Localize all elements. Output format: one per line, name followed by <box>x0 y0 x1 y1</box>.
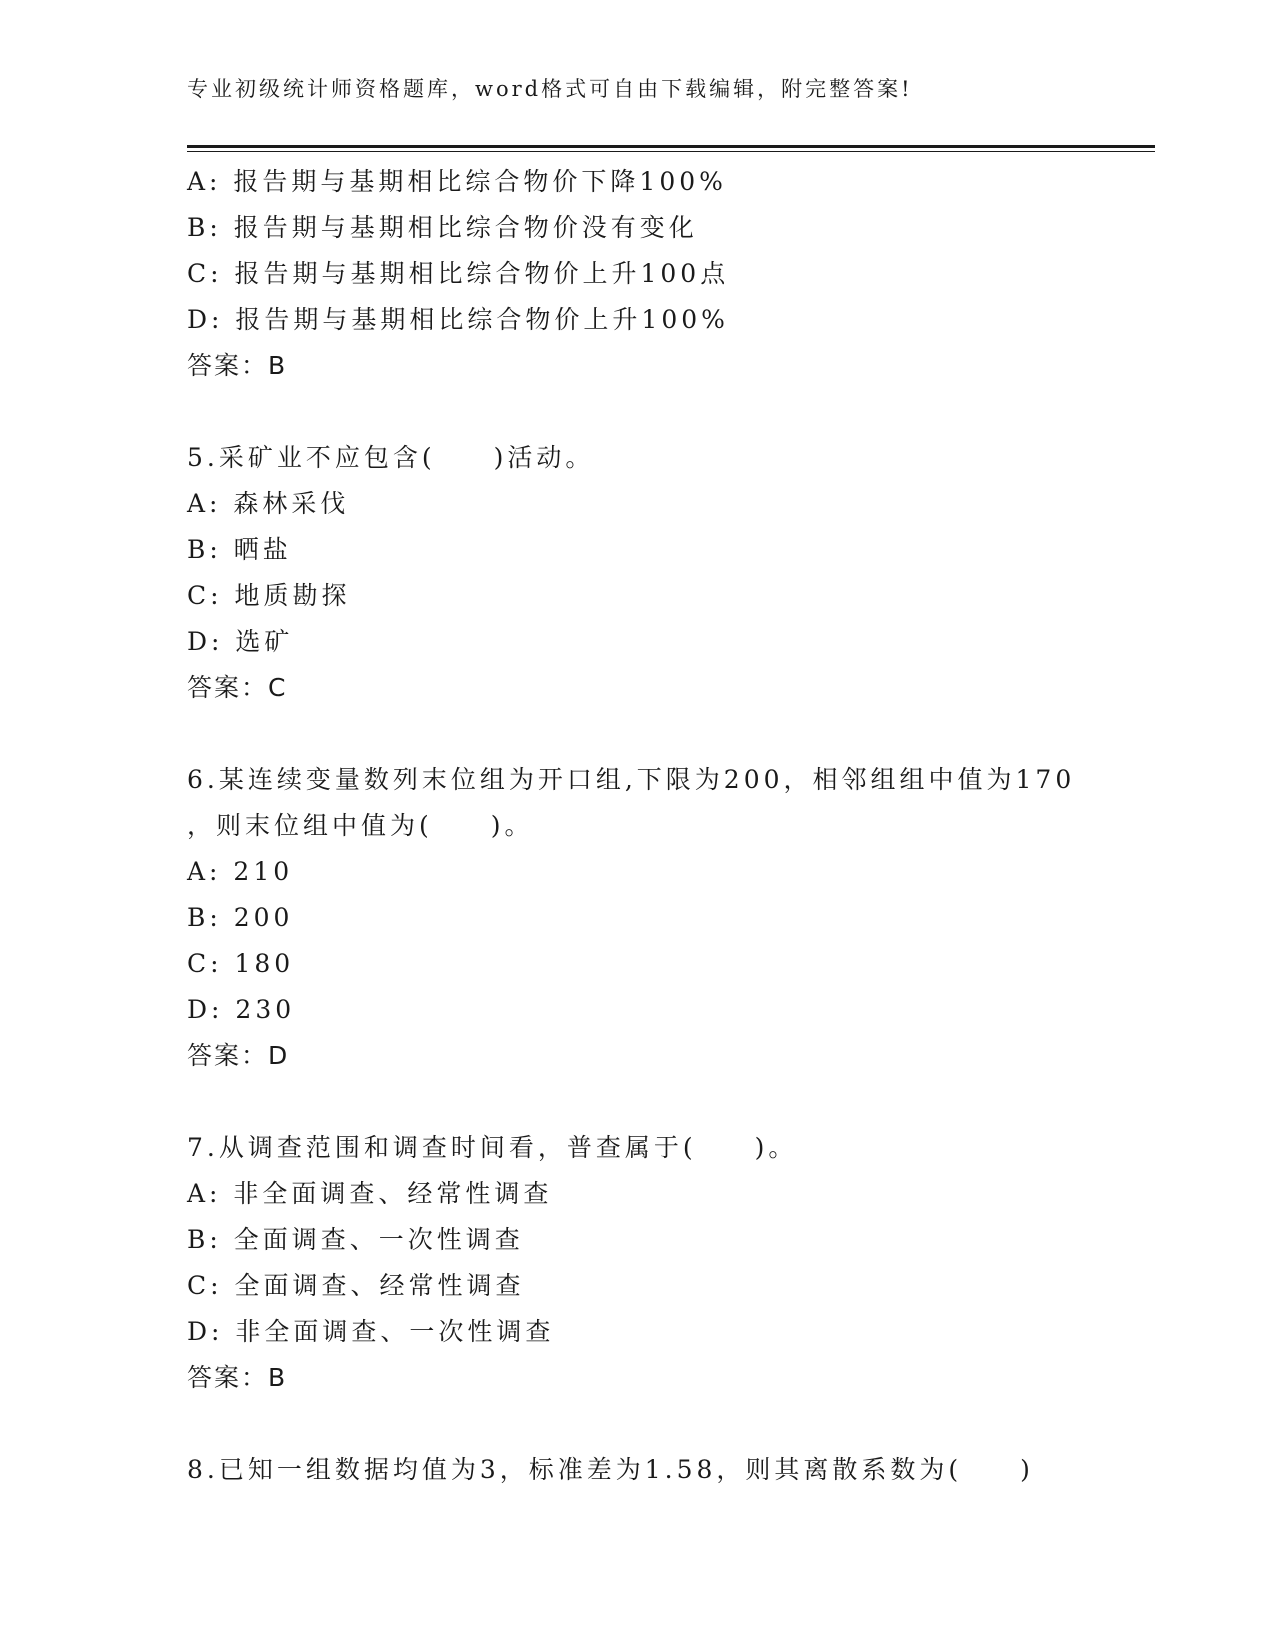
spacer <box>187 711 1155 757</box>
q7-option-a: A: 非全面调查、经常性调查 <box>187 1179 553 1208</box>
header-rule-thin <box>187 151 1155 152</box>
q7-question: 7.从调查范围和调查时间看，普查属于( )。 <box>187 1133 798 1162</box>
q5-option-b: B: 晒盐 <box>187 535 292 564</box>
spacer <box>187 389 1155 435</box>
q4-option-c: C: 报告期与基期相比综合物价上升100点 <box>187 259 730 288</box>
question-5-block <box>187 435 1155 711</box>
spacer <box>187 1401 1155 1447</box>
q4-answer: 答案：B <box>187 351 288 380</box>
q6-option-c: C: 180 <box>187 949 295 978</box>
question-4-block <box>187 159 1155 389</box>
q4-option-b: B: 报告期与基期相比综合物价没有变化 <box>187 213 698 242</box>
q7-answer: 答案：B <box>187 1363 288 1392</box>
question-7-block <box>187 1125 1155 1401</box>
document-body <box>187 159 1155 1493</box>
page-header: 专业初级统计师资格题库，word格式可自由下载编辑，附完整答案! <box>187 77 913 101</box>
q8-question: 8.已知一组数据均值为3，标准差为1.58，则其离散系数为( ) <box>187 1455 1034 1484</box>
q6-option-b: B: 200 <box>187 903 294 932</box>
header-rule-thick <box>187 145 1155 148</box>
q5-option-d: D: 选矿 <box>187 627 294 656</box>
question-8-block <box>187 1447 1155 1493</box>
question-6-block <box>187 757 1155 1079</box>
q6-question-line-2: ，则末位组中值为( )。 <box>187 811 534 840</box>
q6-option-d: D: 230 <box>187 995 296 1024</box>
q5-option-c: C: 地质勘探 <box>187 581 351 610</box>
q6-question-line-1: 6.某连续变量数列末位组为开口组,下限为200，相邻组组中值为170 <box>187 765 1076 794</box>
q5-option-a: A: 森林采伐 <box>187 489 350 518</box>
q4-option-a: A: 报告期与基期相比综合物价下降100% <box>187 167 727 196</box>
q5-answer: 答案：C <box>187 673 288 702</box>
q5-question: 5.采矿业不应包含( )活动。 <box>187 443 595 472</box>
q6-option-a: A: 210 <box>187 857 294 886</box>
q4-option-d: D: 报告期与基期相比综合物价上升100% <box>187 305 729 334</box>
q6-answer: 答案：D <box>187 1041 290 1070</box>
q7-option-c: C: 全面调查、经常性调查 <box>187 1271 525 1300</box>
spacer <box>187 1079 1155 1125</box>
q7-option-b: B: 全面调查、一次性调查 <box>187 1225 524 1254</box>
q7-option-d: D: 非全面调查、一次性调查 <box>187 1317 555 1346</box>
